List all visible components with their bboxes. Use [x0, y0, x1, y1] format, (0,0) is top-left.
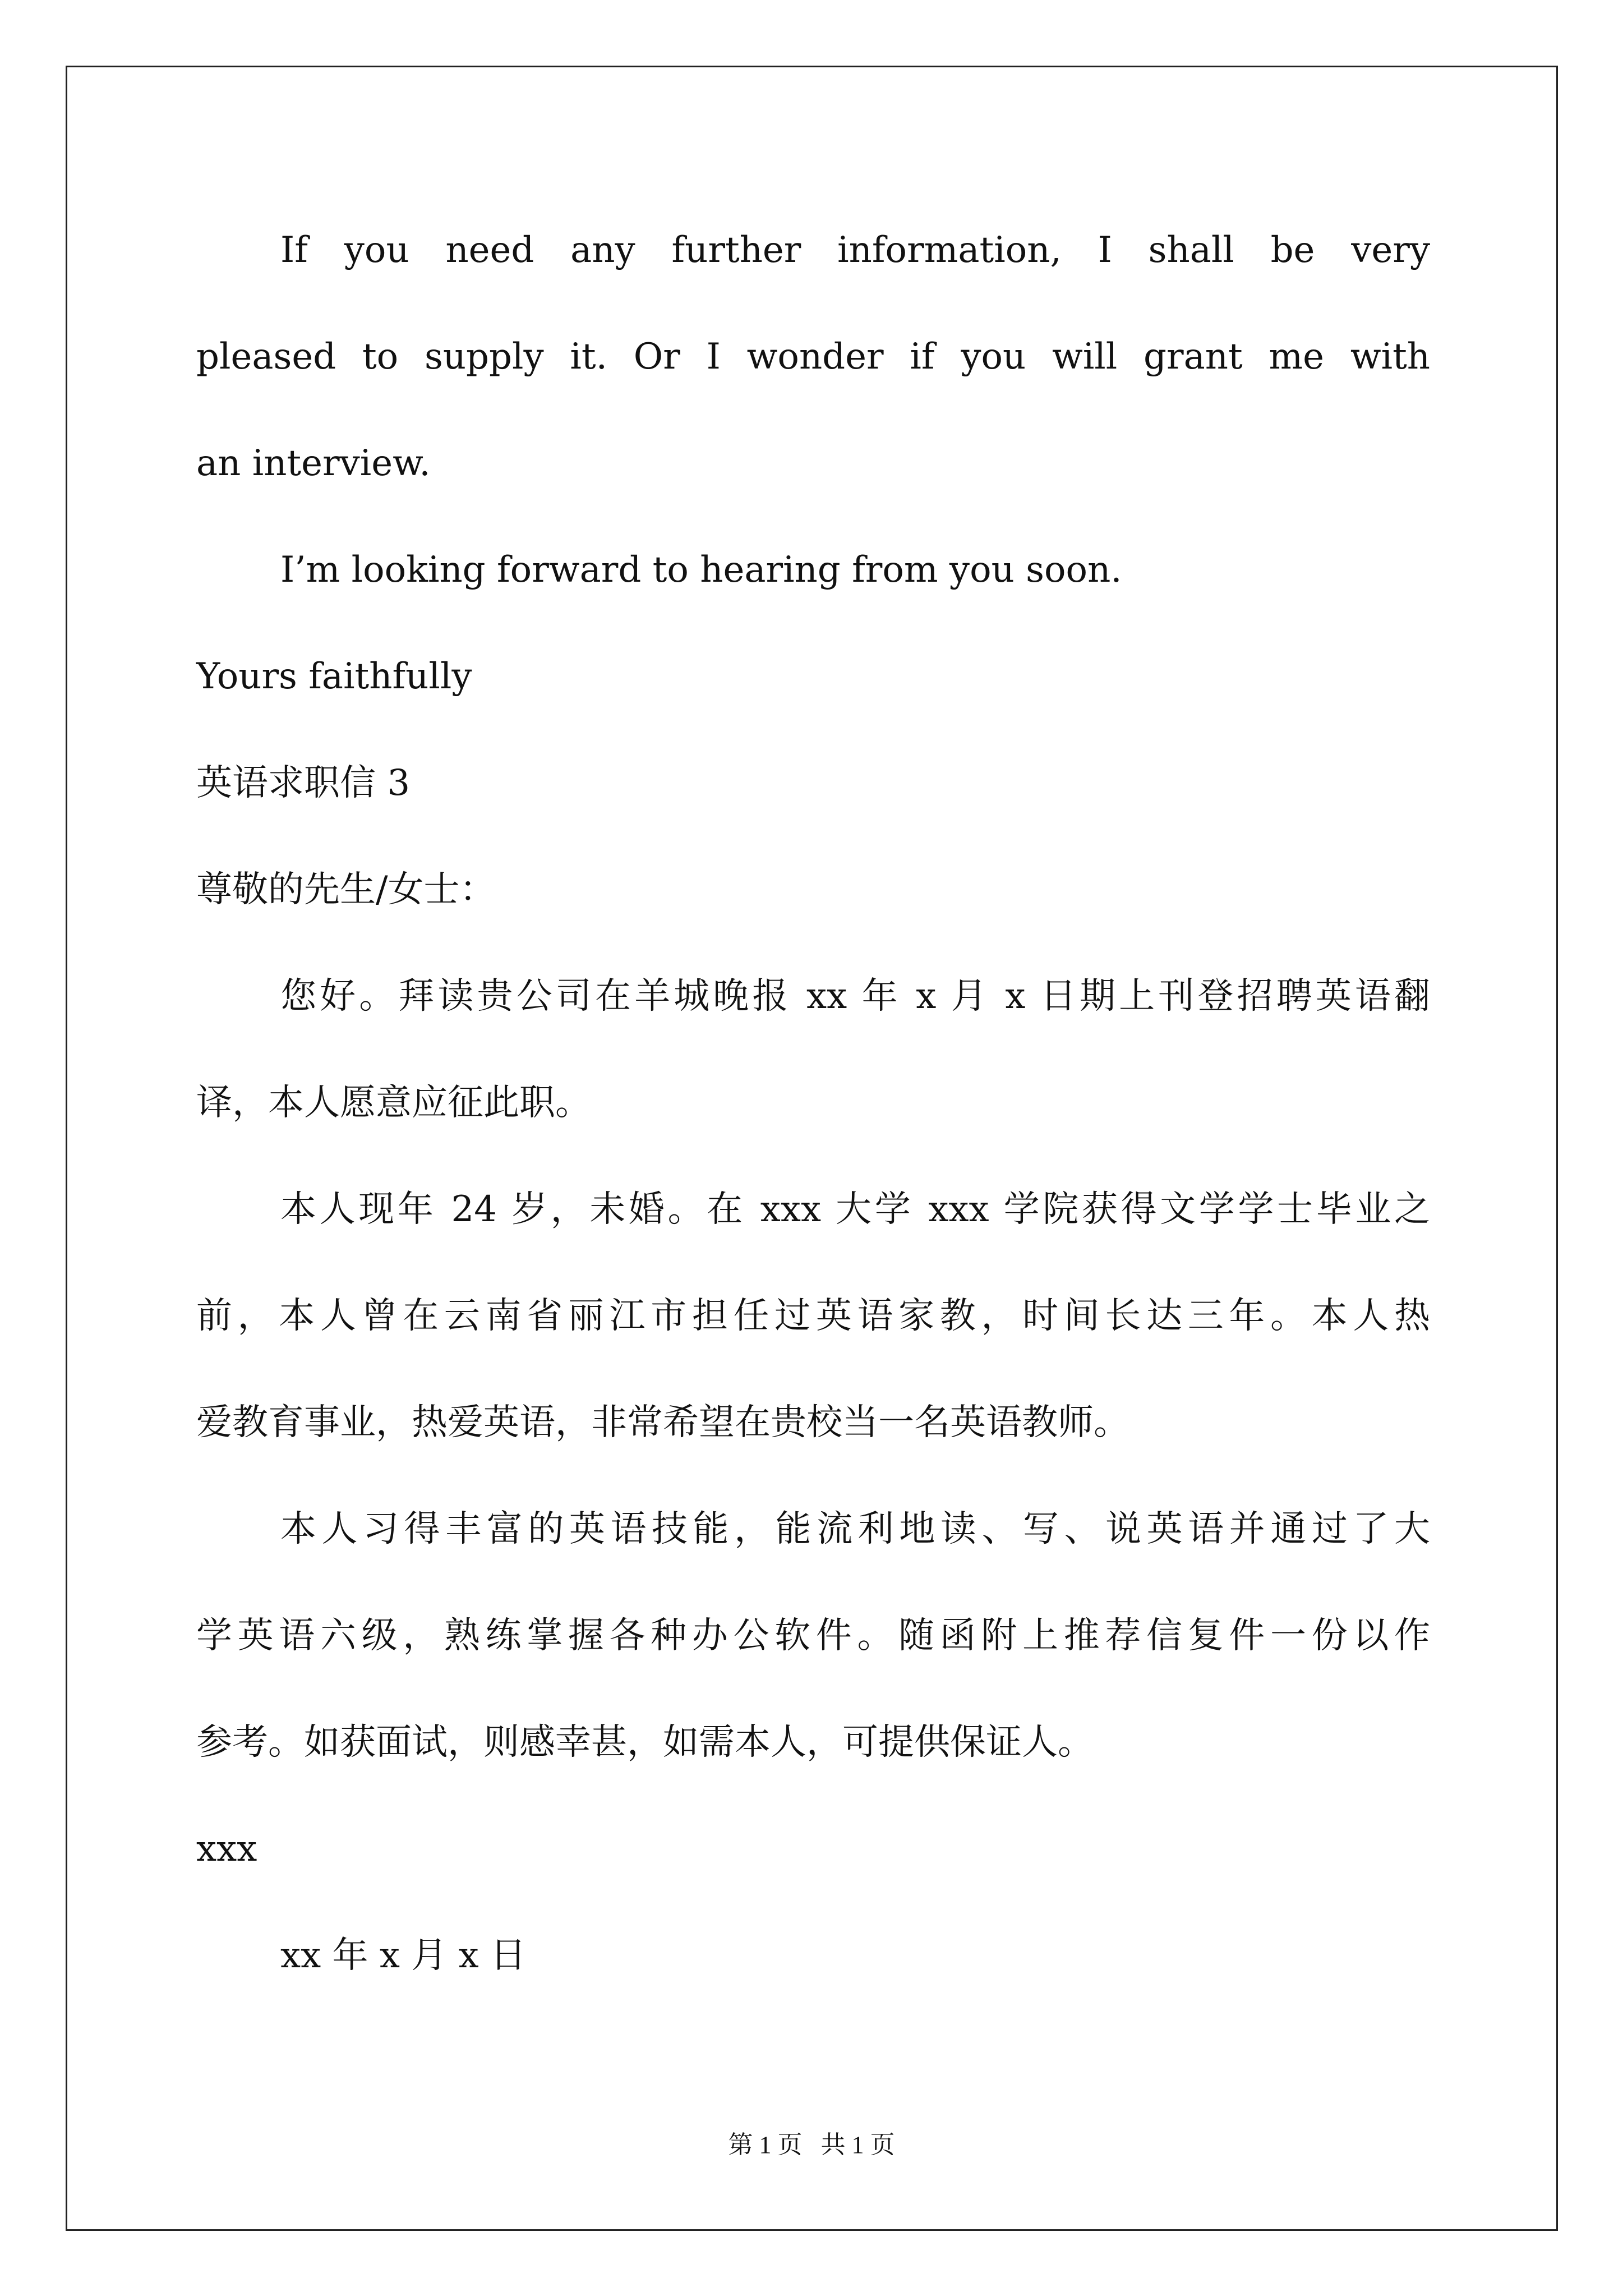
paragraph-line: 您好。拜读贵公司在羊城晚报 xx 年 x 月 x 日期上刊登招聘英语翻 — [280, 976, 1430, 1017]
paragraph-line: 爱教育事业，热爱英语，非常希望在贵校当一名英语教师。 — [196, 1402, 1129, 1443]
paragraph-line: 译，本人愿意应征此职。 — [196, 1082, 591, 1124]
signature-date: xx 年 x 月 x 日 — [280, 1935, 527, 1976]
paragraph-line: 参考。如获面试，则感幸甚，如需本人，可提供保证人。 — [196, 1722, 1094, 1763]
paragraph-line: 本人现年 24 岁，未婚。在 xxx 大学 xxx 学院获得文学学士毕业之 — [280, 1189, 1430, 1230]
paragraph-line: an interview. — [196, 443, 431, 484]
paragraph-line: I’m looking forward to hearing from you soon. — [280, 549, 1122, 591]
paragraph-line: 本人习得丰富的英语技能，能流利地读、写、说英语并通过了大 — [280, 1508, 1430, 1550]
salutation: 尊敬的先生/女士： — [196, 869, 496, 910]
signature-name: xxx — [196, 1828, 257, 1870]
paragraph-line: 前，本人曾在云南省丽江市担任过英语家教，时间长达三年。本人热 — [196, 1295, 1430, 1337]
paragraph-line: 学英语六级，熟练掌握各种办公软件。随函附上推荐信复件一份以作 — [196, 1615, 1430, 1657]
section-heading: 英语求职信 3 — [196, 762, 411, 804]
paragraph-line: pleased to supply it. Or I wonder if you will grant me with — [196, 336, 1430, 378]
page-border — [66, 66, 1558, 2231]
closing-line: Yours faithfully — [196, 656, 472, 697]
page-footer: 第 1 页 共 1 页 — [728, 2131, 895, 2159]
paragraph-line: If you need any further information, I shall be very — [280, 229, 1430, 271]
